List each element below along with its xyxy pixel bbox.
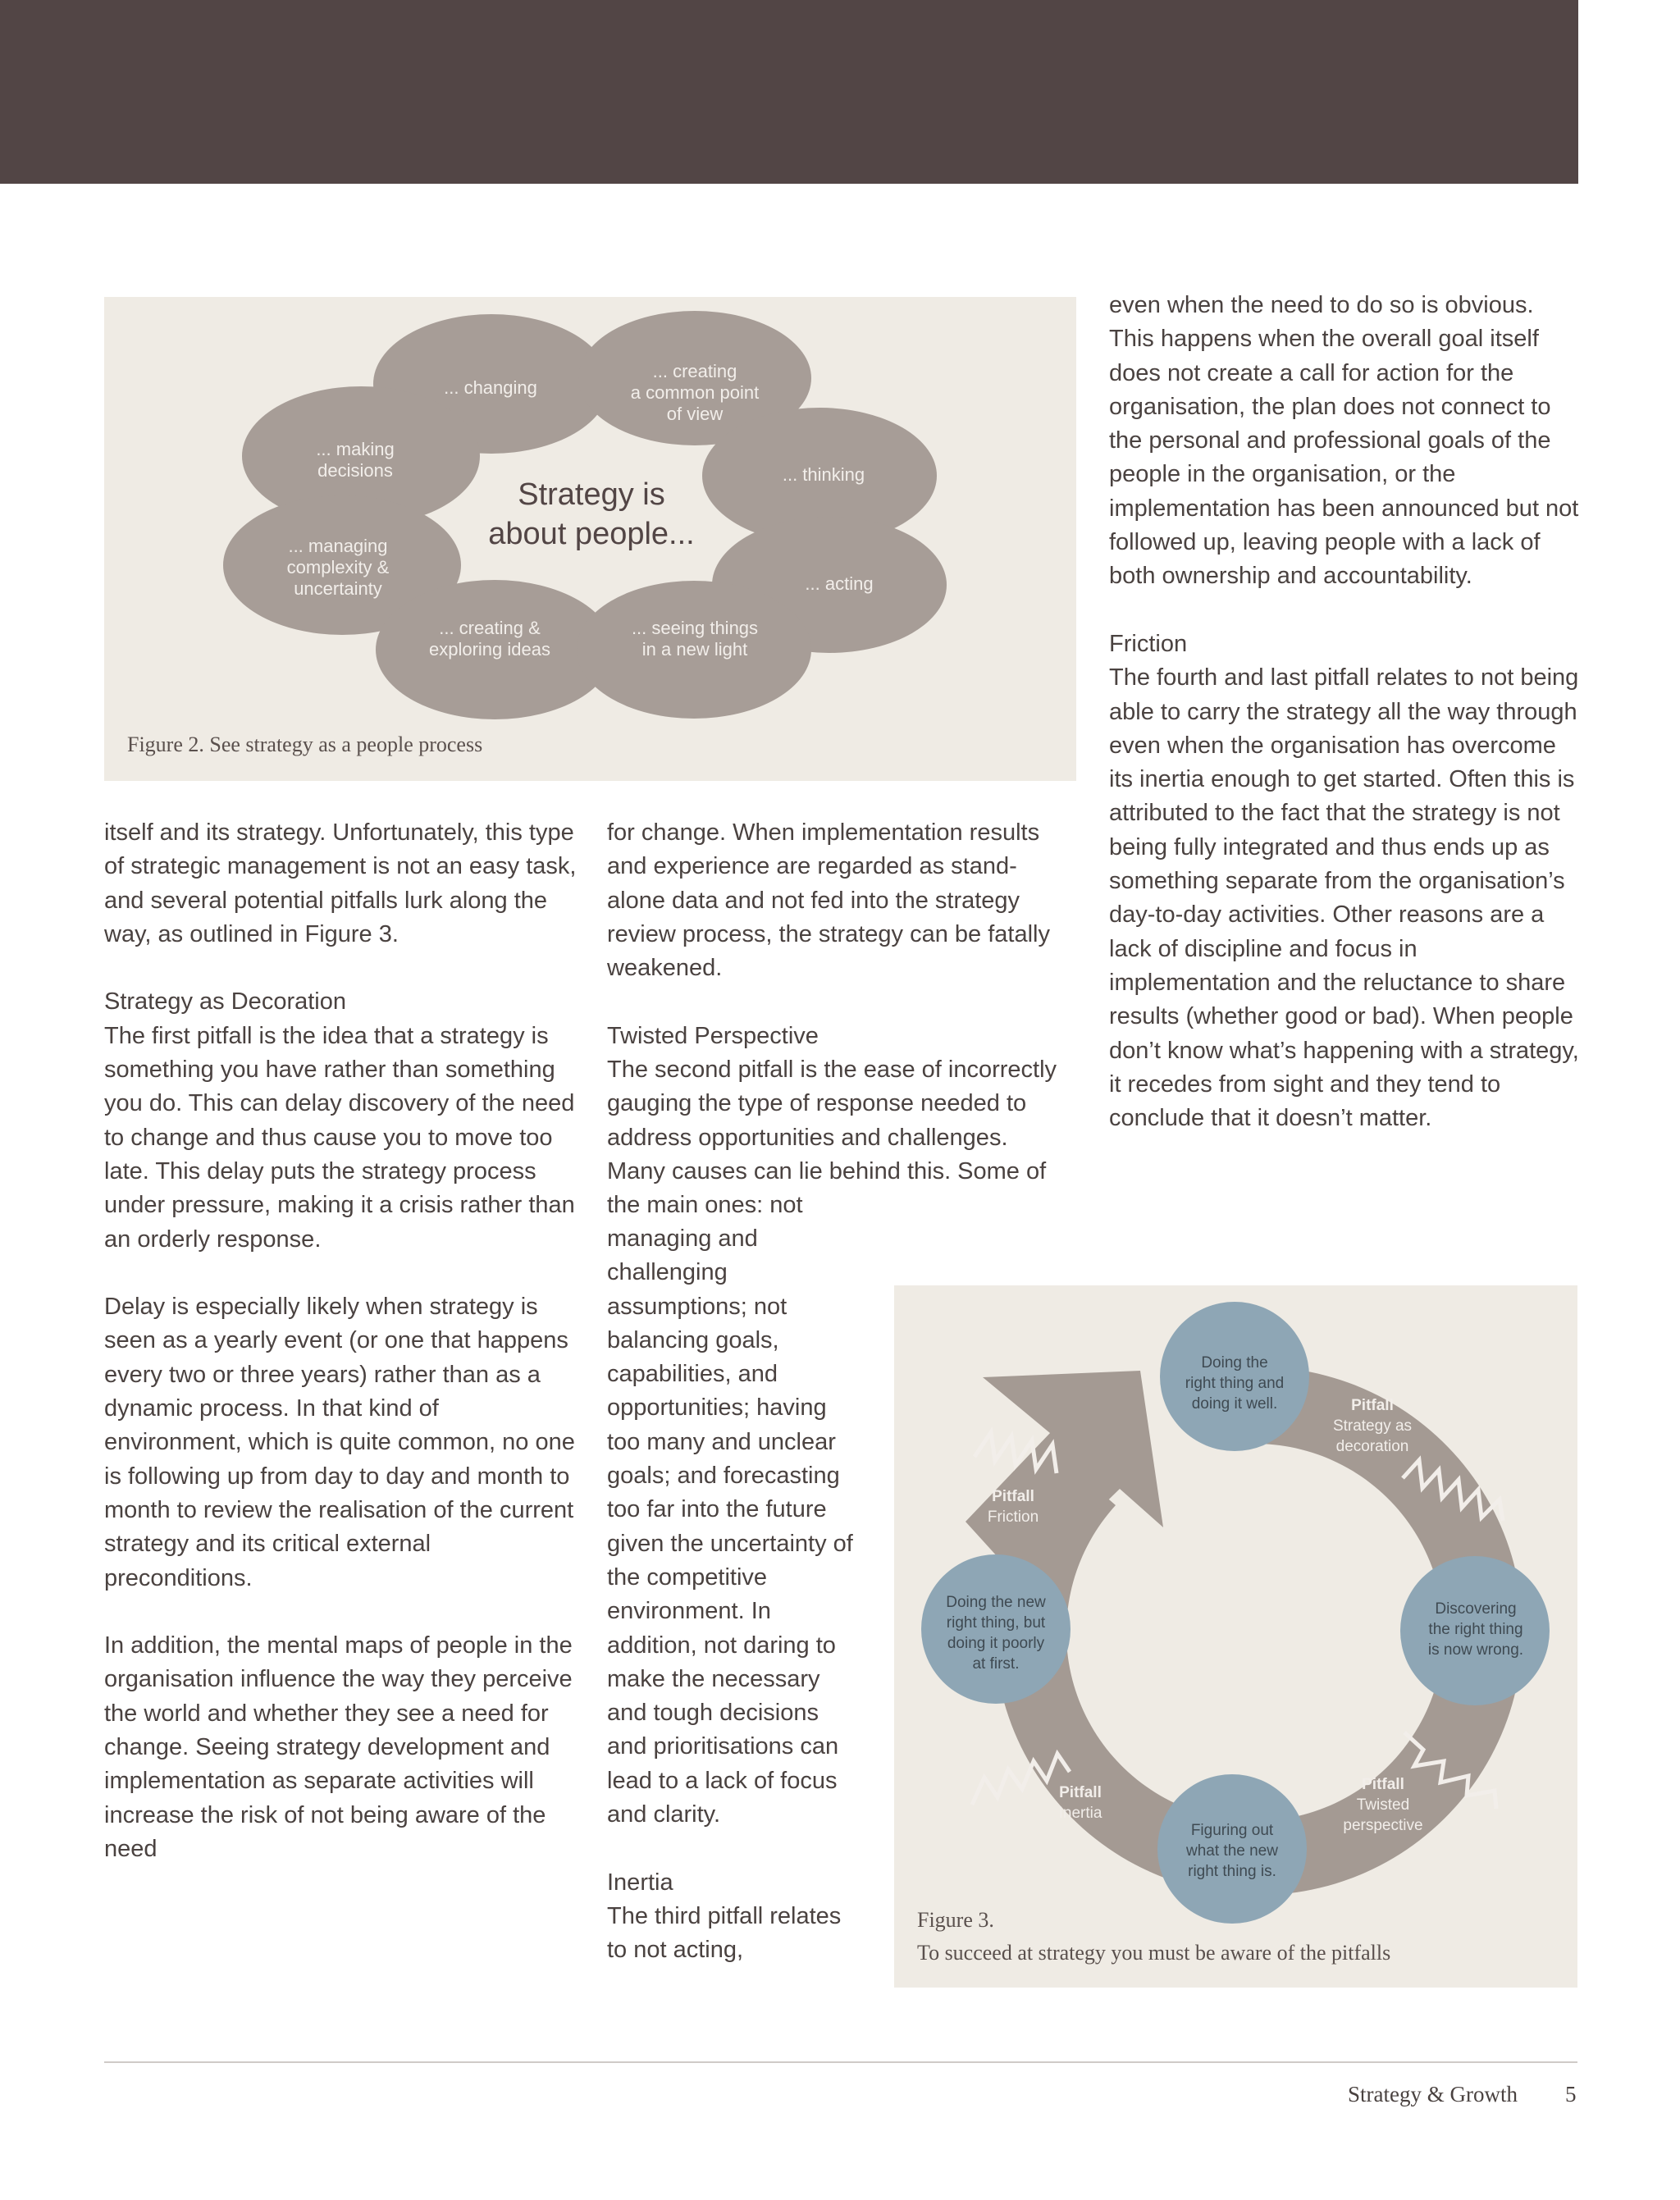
paragraph: The first pitfall is the idea that a strategy is something you have rather than something you do. This can delay discovery of the need to change and thus cause you to move too late. This delay puts the strategy process under pressure, making it a crisis rather than an orderly response.: [104, 1022, 575, 1253]
ellipse-making-decisions: ... making decisions: [316, 439, 395, 481]
ellipse-managing: ... managing complexity & uncertainty: [286, 536, 390, 599]
header-band: [0, 0, 1578, 184]
people-process-diagram: [104, 297, 1076, 781]
pitfall-friction: Friction: [987, 1509, 1039, 1526]
section-heading-friction: Friction: [1109, 630, 1188, 657]
paragraph: even when the need to do so is obvious. This happens when the overall goal itself does not create a call for action for the organisation, the plan does not connect to the personal and professional goals of the people in the organisation, or the implementation has been announced but not followed up, leaving people with a lack of both ownership and accountability.: [1109, 292, 1579, 590]
section-heading-inertia: Inertia: [607, 1869, 673, 1896]
stage-new-thing-poorly: Doing the new right thing, but doing it poorly at first.: [946, 1594, 1046, 1673]
pitfall-label: Pitfall: [1362, 1776, 1404, 1793]
section-heading-twisted: Twisted Perspective: [607, 1022, 819, 1049]
text-column-1: [104, 816, 580, 1866]
pitfalls-cycle-diagram: [894, 1285, 1577, 1988]
footer-section-title: Strategy & Growth: [1348, 2082, 1518, 2106]
pitfall-inertia: Inertia: [1058, 1805, 1102, 1822]
footer-divider: [104, 2061, 1577, 2063]
pitfall-label: Pitfall: [1351, 1397, 1394, 1414]
figure-3-caption-line1: Figure 3.: [917, 1908, 994, 1932]
paragraph: itself and its strategy. Unfortunately, this type of strategic management is not an easy task, and several potential pitfalls lurk along the way, as outlined in Figure 3.: [104, 819, 577, 947]
pitfall-strategy-as-decoration: Strategy as decoration: [1332, 1417, 1413, 1455]
ellipse-common-point: ... creating a common point of view: [630, 361, 760, 424]
stage-figuring-out-new: Figuring out what the new right thing is.: [1186, 1822, 1278, 1880]
text-column-3: [1109, 289, 1581, 1135]
figure-3-caption: [917, 1904, 1390, 1970]
text-column-2: [607, 816, 1066, 1223]
stage-discovering-wrong: Discovering the right thing is now wrong.: [1427, 1600, 1524, 1659]
paragraph: In addition, the mental maps of people in the organisation influence the way they perceive the world and whether they see a need for change. Seeing strategy development and implementation as separate activities will increase the risk of not being aware of the need: [104, 1632, 573, 1862]
paragraph: Delay is especially likely when strategy is seen as a yearly event (or one that happens every two or three years) rather than as a dynamic process. In that kind of environment, which is quite common, no one is following up from day to day and month to month to review the realisation of the current strategy and its critical external preconditions.: [104, 1294, 575, 1591]
ellipse-exploring-ideas: ... creating & exploring ideas: [429, 618, 550, 660]
text-column-2-narrow: [607, 1222, 861, 1968]
pitfall-twisted-perspective: Twisted perspective: [1343, 1796, 1423, 1834]
stage-doing-right-thing-well: Doing the right thing and doing it well.: [1185, 1354, 1285, 1413]
ellipse-acting: ... acting: [805, 573, 874, 594]
figure-2-caption: Figure 2. See strategy as a people process: [127, 733, 483, 756]
ellipse-seeing-things: ... seeing things in a new light: [631, 618, 759, 660]
diagram-center-title: Strategy is about people...: [488, 477, 695, 551]
pitfall-label: Pitfall: [992, 1488, 1034, 1505]
paragraph: The fourth and last pitfall relates to not being able to carry the strategy all the way through even when the organisation has overcome its inertia enough to get started. Often this is attributed to the fact that the strategy is not being fully integrated and thus ends up as something separate from the organisation’s day-to-day activities. Other reasons are a lack of discipline and focus in implementation and the reluctance to share results (whether good or bad). When people don’t know what’s happening with a strategy, it recedes from sight and they tend to conclude that it doesn’t matter.: [1109, 664, 1579, 1132]
paragraph: The third pitfall relates to not acting,: [607, 1902, 842, 1964]
figure-3-caption-line2: To succeed at strategy you must be aware of the pitfalls: [917, 1941, 1391, 1965]
paragraph: managing and challenging assumptions; not balancing goals, capabilities, and opportunities; having too many and unclear goals; and forecasting too far into the future given the uncertainty of the competitive environment. In addition, not daring to make the necessary and tough decisions and prioritisations can lead to a lack of focus and clarity.: [607, 1226, 853, 1828]
figure-2: [104, 297, 1076, 781]
page-number: 5: [1565, 2082, 1577, 2106]
ellipse-thinking: ... thinking: [782, 464, 865, 485]
paragraph: The second pitfall is the ease of incorrectly gauging the type of response needed to address opportunities and challenges. Many causes can lie behind this. Some of the main ones: not: [607, 1057, 1057, 1219]
ellipse-changing: ... changing: [444, 377, 537, 398]
pitfall-label: Pitfall: [1059, 1784, 1102, 1801]
section-heading-decoration: Strategy as Decoration: [104, 988, 346, 1016]
figure-3: [894, 1285, 1577, 1988]
paragraph: for change. When implementation results and experience are regarded as stand-alone data and not fed into the strategy review process, the strategy can be fatally weakened.: [607, 819, 1050, 982]
